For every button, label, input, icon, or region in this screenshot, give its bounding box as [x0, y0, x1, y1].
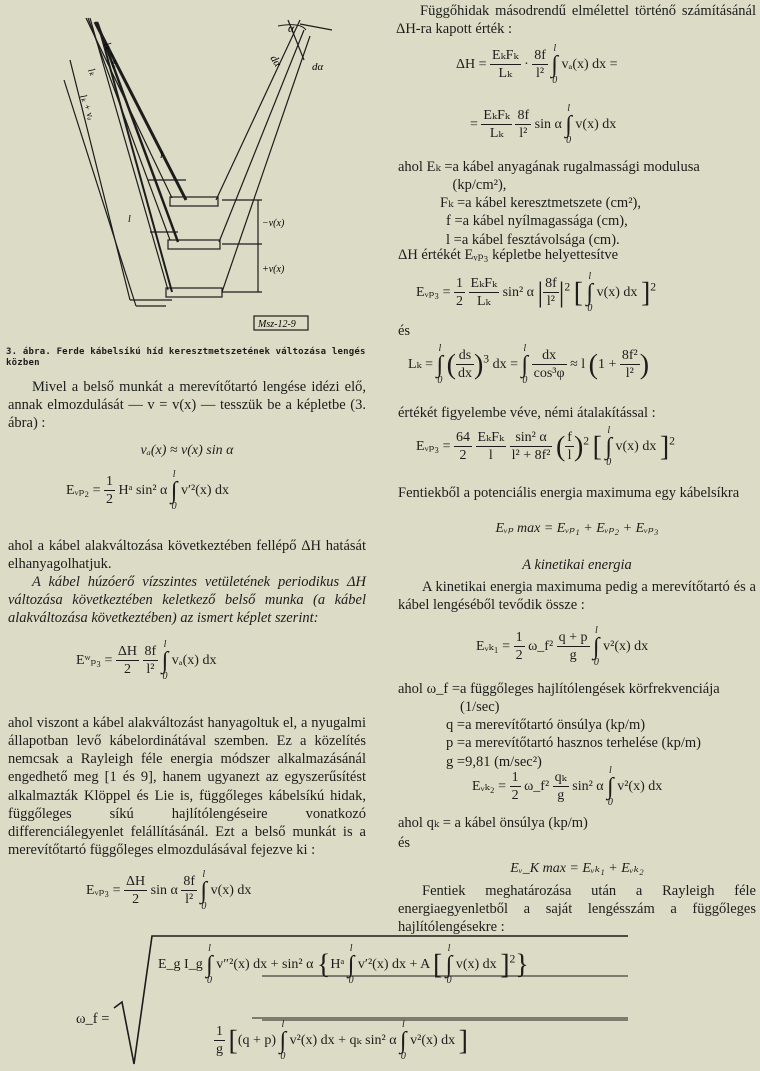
equation-ep3w: Eʷₚ₃ = $\frac{\Delta H}{2}$ $\frac{8f}{\text{l²}}$ l ∫ 0 vₐ(x) dx [76, 639, 217, 683]
definition-item: ahol Eₖ = a kábel anyagának rugalmassági modulusa (kp/cm²), [398, 159, 700, 194]
section-heading-kinetic: A kinetikai energia [522, 557, 632, 573]
definition-item: g = 9,81 (m/sec²) [446, 753, 542, 770]
bridge-cross-section-figure [0, 0, 380, 340]
figure-drawing [0, 0, 380, 340]
equation-ep-max: Eᵥₚ max = Eᵥₚ₁ + Eᵥₚ₂ + Eᵥₚ₃ [495, 521, 659, 536]
definition-item: p = a merevítőtartó hasznos terhelése (kp/m) [446, 735, 701, 752]
equation-ep2: Eᵥₚ₂ = $\frac{1}{2}$ Hᵃ sin² α l ∫ 0 v′²(x) dx [66, 469, 230, 513]
right-paragraph-1: Függőhidak másodrendű elmélettel történő számításánál ΔH-ra kapott érték : [396, 3, 756, 38]
left-paragraph-2: ahol a kábel alakváltozása következtében fellépő ΔH hatását elhanyagolhatjuk. [8, 538, 366, 573]
dalpha-label: dα [267, 53, 284, 70]
left-column [8, 378, 366, 432]
right-paragraph-2: ΔH értékét Eᵥₚ₃ képletbe helyettesítve [398, 247, 619, 263]
dalpha-label-2: dα [312, 61, 324, 73]
ep2-lhs: Eᵥₚ₂ = [66, 483, 101, 499]
figure-stamp: Msz-12-9 [258, 319, 296, 330]
definitions-list-2 [398, 680, 756, 771]
equation-ek2: Eᵥₖ₂ = $\frac{1}{2}$ ω_f² $\frac{\text{qₖ}}{g}$ sin² α l ∫ 0 v²(x) dx [472, 765, 663, 809]
definition-item: f = a kábel nyílmagassága (cm), [446, 213, 628, 230]
equation-ek-max: Eᵥ_K max = Eᵥₖ₁ + Eᵥₖ₂ [510, 861, 644, 876]
ep2-tail: v′²(x) dx [180, 483, 230, 499]
equation-va: vₐ(x) ≈ v(x) sin α [140, 443, 234, 458]
equation-Lk: Lₖ = l ∫ 0 ( $\frac{ds}{dx}$ )$^3$ dx = l ∫ 0 $\frac{dx}{\text{cos³φ}}$ ≈ l (1 + $\frac{\text{8f²}}{\text{l²}}$ ) [408, 343, 650, 387]
ep2-mid: Hᵃ sin² α [118, 483, 168, 499]
equation-ek1: Eᵥₖ₁ = $\frac{1}{2}$ ω_f² $\frac{q + p}{g}$ l ∫ 0 v²(x) dx [476, 625, 649, 669]
equation-ep3-final: Eᵥₚ₃ = $\frac{\Delta H}{2}$ sin α $\frac{8f}{\text{l²}}$ l ∫ 0 v(x) dx [86, 869, 252, 913]
left-paragraph-1: Mivel a belső munkát a merevítőtartó lengése idézi elő, annak elmozdulását — v = v(x) — tesszük be a képletbe (3. ábra) : [8, 379, 366, 432]
definitions-list-1 [398, 158, 756, 249]
lk-label: lₖ [85, 67, 99, 78]
equation-ep3-final-right: Eᵥₚ₃ = $\frac{64}{2}$ $\frac{\text{EₖFₖ}}{l}$ $\frac{\text{sin² α}}{\text{l² + 8f²}}$ ( $\frac{f}{l}$ )$^2$ [ l ∫ 0 v(x) dx ]$^2$ [416, 425, 675, 469]
definition-item: Fₖ = a kábel keresztmetszete (cm²), [440, 195, 641, 212]
right-paragraph-4: Fentiekből a potenciális energia maximuma egy kábelsíkra [398, 485, 740, 501]
es-1: és [398, 323, 411, 339]
final-lhs: ω_f = [76, 1011, 110, 1027]
right-paragraph-5: A kinetikai energia maximuma pedig a merevítőtartó és a kábel lengéséből tevődik össze : [398, 579, 756, 614]
right-paragraph-7: Fentiek meghatározása után a Rayleigh féle energiaegyenletből a saját lengésszám a függőleges hajlítólengésekre : [398, 883, 756, 936]
definition-item: q = a merevítőtartó önsúlya (kp/m) [446, 717, 646, 734]
equation-deltaH-1: ΔH = $\frac{\text{EₖFₖ}}{\text{Lₖ}}$ · $\frac{8f}{\text{l²}}$ l ∫ 0 vₐ(x) dx = [456, 43, 618, 87]
definition-item: l = a kábel fesztávolsága (cm). [446, 231, 620, 248]
final-denominator: $\frac{1}{g}$ [(q + p) l ∫ 0 v²(x) dx + qₖ sin² α l ∫ 0 v²(x) dx ] [216, 1019, 468, 1063]
l-label-1: l [160, 150, 163, 161]
final-numerator: E_g I_g l ∫ 0 v″²(x) dx + sin² α {Hᵃ l ∫ 0 v′²(x) dx + A [ l ∫ 0 v(x) dx ]$^2$} [158, 943, 529, 987]
equation-ep3-sub: Eᵥₚ₃ = $\frac{1}{2}$ $\frac{\text{EₖFₖ}}{\text{Lₖ}}$ sin² α | $\frac{8f}{\text{l²}}$ $|^2$ [ l ∫ 0 v(x) dx ]$^2$ [416, 271, 657, 315]
right-paragraph-3: értékét figyelembe véve, némi átalakítással : [398, 405, 656, 421]
figure-caption: 3. ábra. Ferde kábelsíkú híd keresztmetszetének változása lengés közben [6, 347, 366, 369]
plus-v-label: +v(x) [262, 264, 285, 275]
lk-plus-label: lₖ + vₐ [77, 93, 97, 122]
minus-v-label: −v(x) [262, 218, 285, 229]
left-paragraph-4: ahol viszont a kábel alakváltozást hanyagoltuk el, a nyugalmi állapotban levő kábelordinátával szemben. Ez a közelítés nemcsak a Rayleigh féle energia módszer alkalmazásánál engedhető meg [1 és 9], hanem ugyanezt az egyszerűsítést alkalmazták Klöppel és Lie is, függőleges kábelsíkú hidak, függőleges síkú hajlítólengéseire vonatkozó differenciálegyenlet felállításánál. Ezt a belső munkát is a merevítőtartó függőleges elmozdulásával fejezve ki : [8, 715, 366, 858]
left-paragraph-3: A kábel húzóerő vízszintes vetületének periodikus ΔH változása következtében keletkező belső munka (a kábel alakváltozása következtében) az ismert képlet szerint: [8, 574, 366, 627]
alpha-label: α [288, 21, 295, 35]
l-label-2: l [128, 214, 131, 225]
lk-minus-label: lₖ − vₐ [101, 41, 122, 70]
equation-deltaH-2: = $\frac{\text{EₖFₖ}}{\text{Lₖ}}$ $\frac{8f}{\text{l²}}$ sin α l ∫ 0 v(x) dx [470, 103, 617, 147]
es-2: és [398, 835, 411, 851]
right-paragraph-6: ahol qₖ = a kábel önsúlya (kp/m) [398, 815, 588, 831]
definition-item: ahol ω_f = a függőleges hajlítólengések körfrekvenciája (1/sec) [398, 681, 720, 716]
